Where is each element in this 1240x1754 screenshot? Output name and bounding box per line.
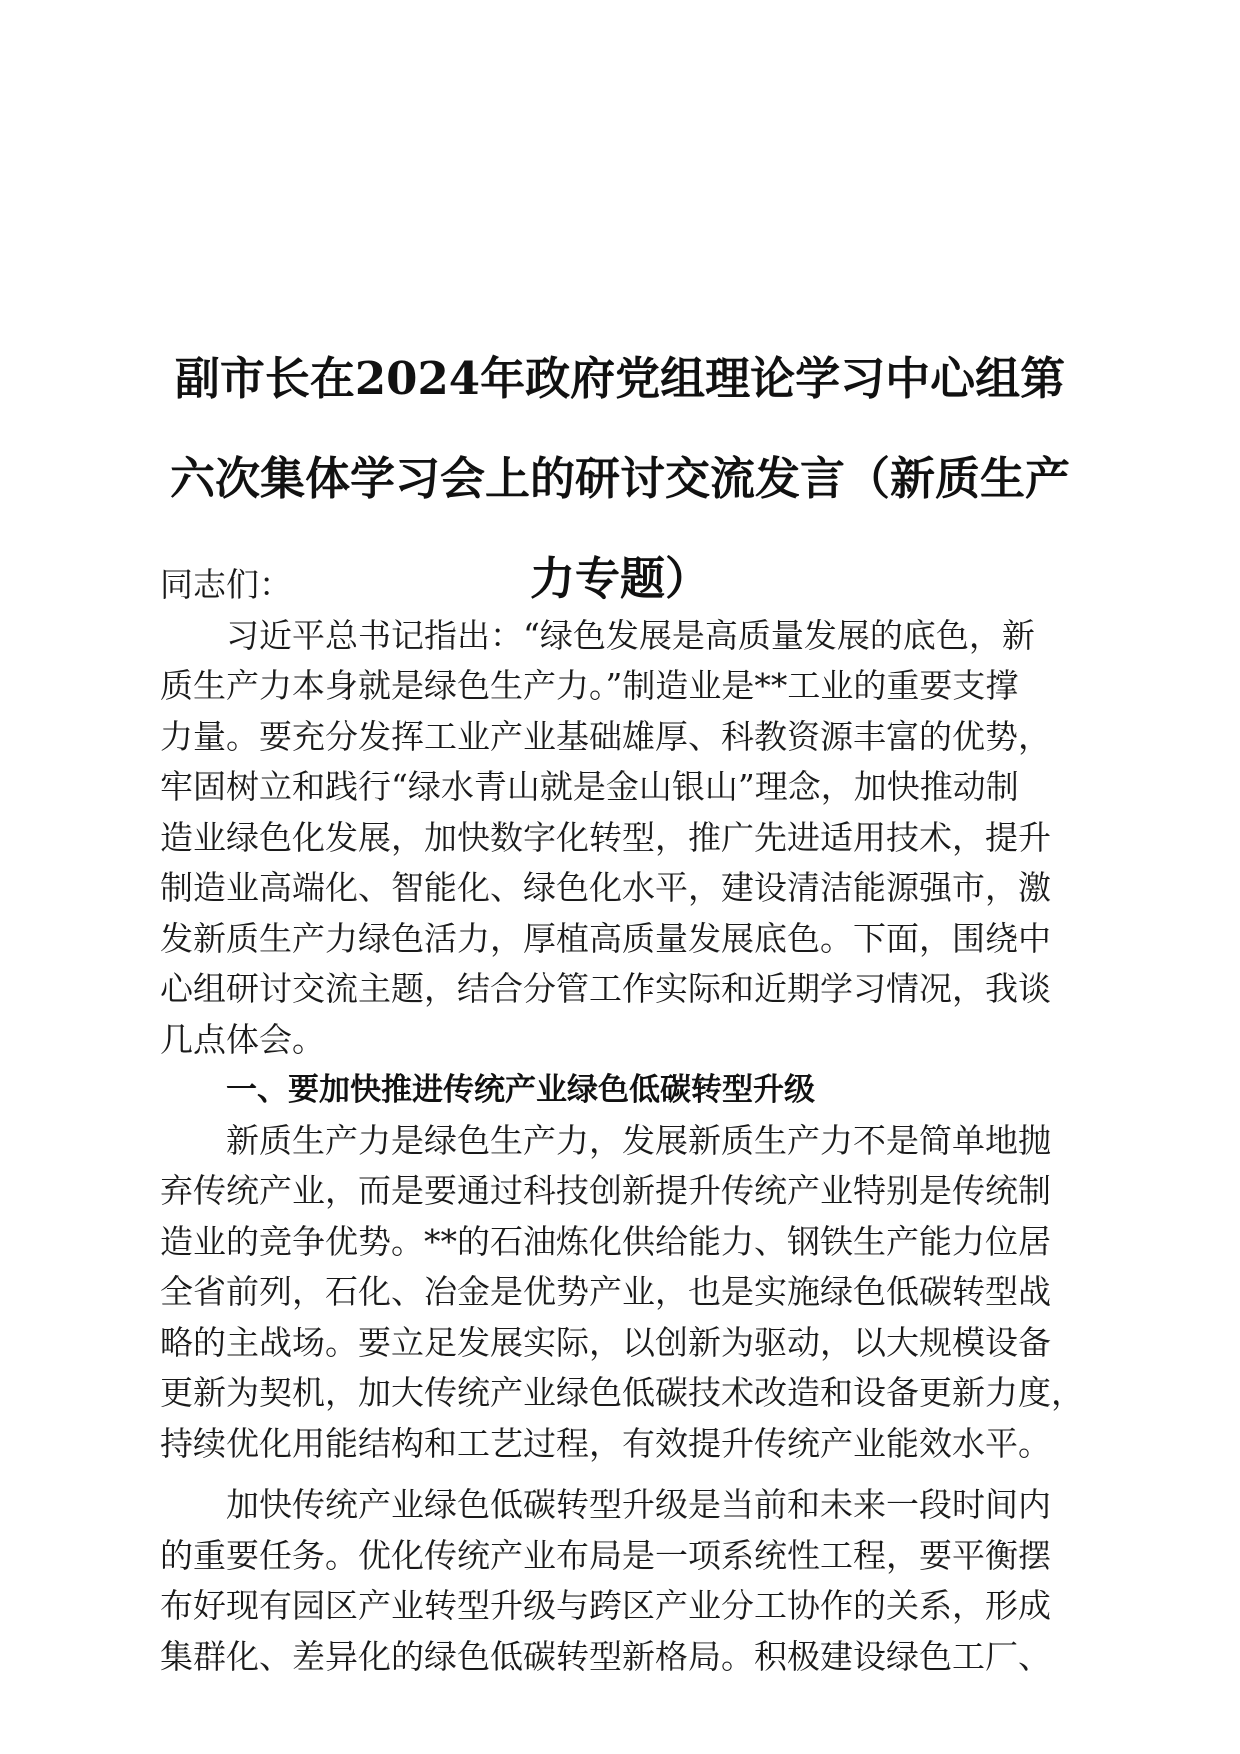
text-line: 力量。要充分发挥工业产业基础雄厚、科教资源丰富的优势， <box>160 716 1051 756</box>
text-line: 集群化、差异化的绿色低碳转型新格局。积极建设绿色工厂、 <box>160 1636 1051 1676</box>
text-line: 习近平总书记指出：“绿色发展是高质量发展的底色，新 <box>226 615 1035 655</box>
title-line: 副市长在2024年政府党组理论学习中心组第 <box>174 352 1066 405</box>
text-line: 加快传统产业绿色低碳转型升级是当前和未来一段时间内 <box>226 1485 1051 1524</box>
text-line: 造业的竞争优势。**的石油炼化供给能力、钢铁生产能力位居 <box>160 1221 1051 1261</box>
text-line: 牢固树立和践行“绿水青山就是金山银山”理念，加快推动制 <box>160 767 1019 806</box>
text-line: 弃传统产业，而是要通过科技创新提升传统产业特别是传统制 <box>160 1171 1051 1210</box>
text-line: 发新质生产力绿色活力，厚植高质量发展底色。下面，围绕中 <box>160 918 1051 958</box>
text-line: 质生产力本身就是绿色生产力。”制造业是**工业的重要支撑 <box>160 666 1019 705</box>
text-line: 略的主战场。要立足发展实际，以创新为驱动，以大规模设备 <box>160 1322 1051 1362</box>
section-paragraph <box>160 1116 1090 1470</box>
text-line: 几点体会。 <box>160 1019 325 1059</box>
text-line: 的重要任务。优化传统产业布局是一项系统性工程，要平衡摆 <box>160 1535 1051 1575</box>
intro-paragraph <box>160 611 1090 1066</box>
text-line: 全省前列，石化、冶金是优势产业，也是实施绿色低碳转型战 <box>160 1272 1051 1311</box>
section-paragraph <box>160 1480 1090 1682</box>
title-line: 六次集体学习会上的研讨交流发言（新质生产 <box>169 452 1070 505</box>
text-line: 布好现有园区产业转型升级与跨区产业分工协作的关系，形成 <box>160 1586 1051 1625</box>
document-body <box>160 560 1090 1682</box>
title-line: 力专题） <box>529 552 710 605</box>
salutation: 同志们： <box>160 565 292 604</box>
text-line: 造业绿色化发展，加快数字化转型，推广先进适用技术，提升 <box>160 817 1051 857</box>
paragraph-gap <box>160 1469 1090 1480</box>
section-heading: 一、要加快推进传统产业绿色低碳转型升级 <box>226 1072 815 1108</box>
text-line: 持续优化用能结构和工艺过程，有效提升传统产业能效水平。 <box>160 1423 1051 1463</box>
text-line: 心组研讨交流主题，结合分管工作实际和近期学习情况，我谈 <box>160 969 1051 1008</box>
text-line: 制造业高端化、智能化、绿色化水平，建设清洁能源强市，激 <box>160 868 1051 907</box>
text-line: 更新为契机，加大传统产业绿色低碳技术改造和设备更新力度， <box>160 1373 1084 1412</box>
text-line: 新质生产力是绿色生产力，发展新质生产力不是简单地抛 <box>226 1120 1051 1160</box>
